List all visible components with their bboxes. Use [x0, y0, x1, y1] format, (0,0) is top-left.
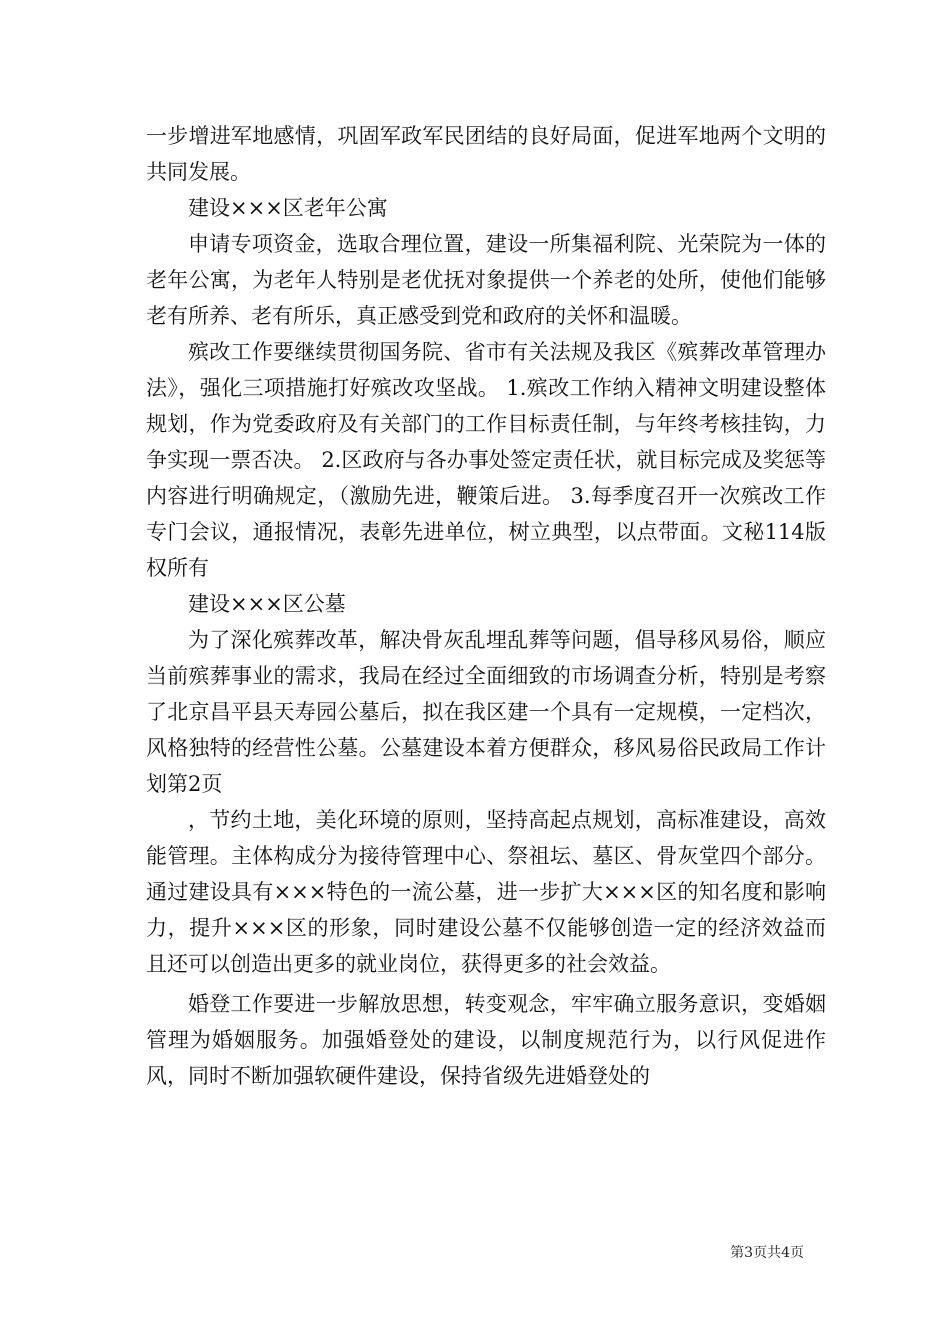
section-heading-cemetery: 建设×××区公墓 — [188, 592, 346, 616]
paragraph-6: 婚登工作要进一步解放思想，转变观念，牢牢确立服务意识，变婚姻管理为婚姻服务。加强婚登处的建设，以制度规范行为，以行风促进作风，同时不断加强软硬件建设，保持省级先进婚登处的 — [146, 992, 826, 1088]
paragraph-3: 殡改工作要继续贯彻国务院、省市有关法规及我区《殡葬改革管理办法》，强化三项措施打好殡改攻坚战。 1.殡改工作纳入精神文明建设整体规划，作为党委政府及有关部门的工作目标责任制，与年终考核挂钩，力争实现一票否决。 2.区政府与各办事处签定责任状，就目标完成及奖惩等内容进行明确规定，（激励先进，鞭策后进。 3.每季度召开一次殡改工作专门会议，通报情况，表彰先进单位，树立典型，以点带面。文秘114版权所有 — [146, 340, 826, 580]
paragraph-1: 一步增进军地感情，巩固军政军民团结的良好局面，促进军地两个文明的共同发展。 — [146, 124, 826, 184]
paragraph-4: 为了深化殡葬改革，解决骨灰乱埋乱葬等问题，倡导移风易俗，顺应当前殡葬事业的需求，我局在经过全面细致的市场调查分析，特别是考察了北京昌平县天寿园公墓后，拟在我区建一个具有一定规模，一定档次，风格独特的经营性公墓。公墓建设本着方便群众，移风易俗民政局工作计划第2页 — [146, 628, 826, 796]
paragraph-2: 申请专项资金，选取合理位置，建设一所集福利院、光荣院为一体的老年公寓，为老年人特别是老优抚对象提供一个养老的处所，使他们能够老有所养、老有所乐，真正感受到党和政府的关怀和温暖。 — [146, 232, 826, 328]
page-number-footer: 第3页共4页 — [730, 1245, 804, 1261]
paragraph-5: ，节约土地，美化环境的原则，坚持高起点规划，高标准建设，高效能管理。主体构成分为接待管理中心、祭祖坛、墓区、骨灰堂四个部分。通过建设具有×××特色的一流公墓，进一步扩大×××区的知名度和影响力，提升×××区的形象，同时建设公墓不仅能够创造一定的经济效益而且还可以创造出更多的就业岗位，获得更多的社会效益。 — [146, 808, 826, 976]
document-body — [146, 118, 826, 1094]
section-heading-elderly-apartment: 建设×××区老年公寓 — [188, 196, 388, 220]
